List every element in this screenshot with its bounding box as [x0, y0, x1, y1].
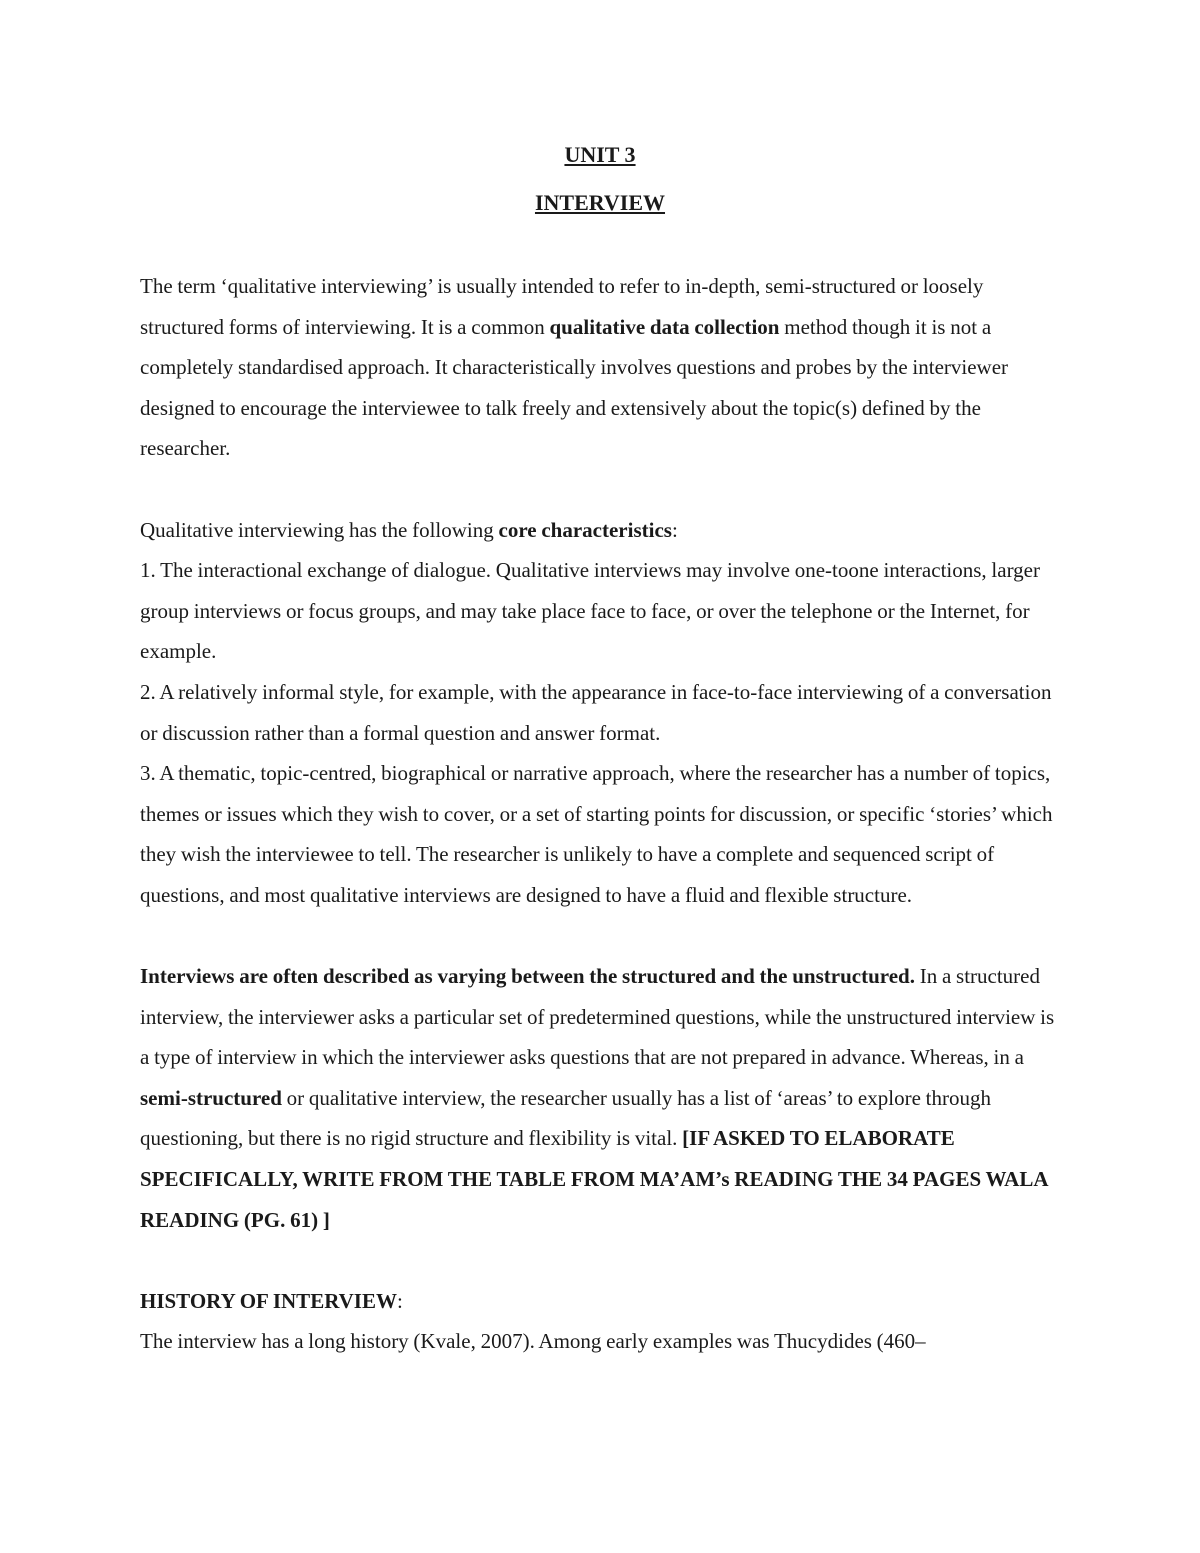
- core-item-3: 3. A thematic, topic-centred, biographical or narrative approach, where the researcher has a number of topics, themes or issues which they wish to cover, or a set of starting points for discussion, or specific ‘stories’ which they wish the interviewee to tell. The researcher is unlikely to have a complete and sequenced script of questions, and most qualitative interviews are designed to have a fluid and flexible structure.: [140, 761, 1053, 907]
- paragraph-gap: [140, 916, 1060, 957]
- core-item-2: 2. A relatively informal style, for example, with the appearance in face-to-face interviewing of a conversation or discussion rather than a formal question and answer format.: [140, 679, 1052, 745]
- intro-bold-term: qualitative data collection: [549, 314, 780, 339]
- intro-paragraph: [140, 266, 1060, 469]
- core-lead-bold: core characteristics: [498, 517, 672, 542]
- unit-heading: UNIT 3: [564, 142, 636, 167]
- structure-paragraph: [140, 956, 1060, 1240]
- paragraph-gap: [140, 469, 1060, 510]
- core-lead-colon: :: [671, 517, 678, 542]
- paragraph-gap: [140, 1240, 1060, 1281]
- intro-text-1: The term ‘qualitative interviewing’ is usually intended to refer to in-depth, semi-structured or loosely structured forms of interviewing. It is a common: [140, 274, 984, 339]
- structure-text-2: or qualitative interview, the researcher usually has a list of ‘areas’ to explore through questioning, but there is no rigid structure and flexibility is vital.: [140, 1085, 991, 1151]
- history-heading: [140, 1281, 1060, 1322]
- history-heading-text: HISTORY OF INTERVIEW: [140, 1288, 397, 1313]
- history-text: The interview has a long history (Kvale, 2007). Among early examples was Thucydides (460–: [140, 1329, 926, 1354]
- history-heading-colon: :: [396, 1288, 403, 1313]
- title-heading: INTERVIEW: [534, 190, 666, 215]
- structure-bold-semi: semi-structured: [140, 1085, 282, 1110]
- core-lead-text: Qualitative interviewing has the following: [140, 517, 499, 542]
- core-item-1: 1. The interactional exchange of dialogue. Qualitative interviews may involve one-toone interactions, larger group interviews or focus groups, and may take place face to face, or over the telephone or the Internet, for example.: [140, 558, 1040, 664]
- structure-text-1: In a structured interview, the interviewer asks a particular set of predetermined questions, while the unstructured interview is a type of interview in which the interviewer asks questions that are not prepared in advance. Whereas, in a: [140, 964, 1055, 1070]
- structure-bold-note: [IF ASKED TO ELABORATE SPECIFICALLY, WRITE FROM THE TABLE FROM MA’AM’s READING THE 34 PAGES WALA READING (PG. 61) ]: [140, 1126, 1048, 1232]
- core-lead: [140, 510, 1060, 551]
- structure-bold-lead: Interviews are often described as varying between the structured and the unstructured.: [140, 964, 915, 989]
- intro-text-2: method though it is not a completely standardised approach. It characteristically involves questions and probes by the interviewer designed to encourage the interviewee to talk freely and extensively about the topic(s) defined by the researcher.: [140, 314, 1009, 461]
